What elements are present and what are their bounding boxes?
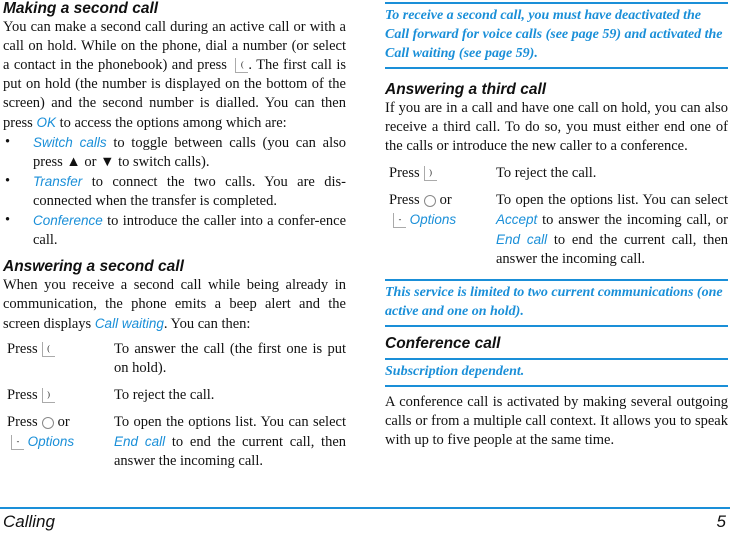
table-row <box>3 413 346 479</box>
paragraph: A conference call is activated by making several outgoing calls or from a multiple call context. It allows you to speak with up to five people at the same time. <box>385 394 728 448</box>
text: Press <box>7 414 38 430</box>
key-table <box>3 340 346 479</box>
table-row <box>3 386 346 413</box>
ok-key-icon <box>424 195 436 207</box>
left-column <box>3 0 346 479</box>
term: Switch calls <box>33 135 107 150</box>
text: To reject the call. <box>114 387 215 403</box>
text: to end the current call, then answer the incoming call. <box>496 232 729 267</box>
text: or <box>57 414 70 430</box>
page-number: 5 <box>716 512 726 531</box>
term: Call waiting <box>94 316 164 331</box>
paragraph: If you are in a call and have one call on hold, you can also receive a third call. To do so, you must either end one of the calls or introduce the new caller to a conference. <box>385 100 728 154</box>
text: To reject the call. <box>496 165 597 181</box>
text: To answer the call (the first one is put on hold). <box>114 341 346 376</box>
term: Options <box>409 212 457 227</box>
text: You can make a second call during an active call or with a call on hold. While on the phone, dial a number (or select a contact in the phonebook) and press <box>3 19 346 73</box>
hangup-key-icon: ) <box>42 388 55 403</box>
term: End call <box>496 232 548 247</box>
footer-rule <box>0 507 730 509</box>
footer-section: Calling <box>3 512 55 531</box>
call-key-icon: ( <box>235 58 248 73</box>
heading-making-second-call: Making a second call <box>3 0 159 17</box>
text: to connect the two calls. You are dis-connected when the transfer is completed. <box>33 174 347 209</box>
text: to introduce the caller into a confer-ence call. <box>33 213 347 248</box>
call-key-icon: ( <box>42 342 55 357</box>
term: Transfer <box>33 174 83 189</box>
note: Subscription dependent. <box>385 358 728 387</box>
hangup-key-icon: ) <box>424 166 437 181</box>
paragraph <box>3 276 346 334</box>
note: This service is limited to two current communications (one active and one on hold). <box>385 279 728 327</box>
text: or <box>439 192 452 208</box>
term: Options <box>27 434 75 449</box>
text: When you receive a second call while being already in communication, the phone emits a beep alert and the screen displays <box>3 277 346 332</box>
table-row <box>385 191 728 277</box>
table-row <box>3 340 346 386</box>
softkey-icon: - <box>393 213 406 228</box>
text: Press <box>7 387 38 403</box>
softkey-icon: - <box>11 435 24 450</box>
text: to toggle between calls (you can also press ▲ or ▼ to switch calls). <box>33 135 346 170</box>
text: to access the options among which are: <box>59 115 287 131</box>
list-item <box>3 211 346 250</box>
key-table <box>385 164 728 277</box>
list-item <box>3 133 346 172</box>
right-column <box>385 2 728 450</box>
text: To open the options list. You can select <box>114 414 346 430</box>
text: Press <box>389 192 420 208</box>
text: Press <box>7 341 38 357</box>
text: Press <box>389 165 420 181</box>
list-item <box>3 172 346 211</box>
term: End call <box>114 434 166 449</box>
heading-answering-third-call: Answering a third call <box>385 81 547 98</box>
heading-answering-second-call: Answering a second call <box>3 258 184 275</box>
ok-key-icon <box>42 417 54 429</box>
text: . You can then: <box>163 316 251 332</box>
term: Accept <box>496 212 538 227</box>
ok-term: OK <box>36 115 56 130</box>
paragraph <box>3 18 346 133</box>
text: To open the options list. You can select <box>496 192 728 208</box>
table-row <box>385 164 728 191</box>
text: . The first call is put on hold (the number is displayed on the bottom of the screen) and the second number is dialled. You can then press <box>3 57 347 131</box>
text: to answer the incoming call, or <box>542 212 728 228</box>
term: Conference <box>33 213 103 228</box>
text: to end the current call, then answer the incoming call. <box>114 434 347 469</box>
heading-conference-call: Conference call <box>385 335 501 352</box>
note: To receive a second call, you must have deactivated the Call forward for voice calls (see page 59) and activated the Call waiting (see page 59). <box>385 2 728 69</box>
